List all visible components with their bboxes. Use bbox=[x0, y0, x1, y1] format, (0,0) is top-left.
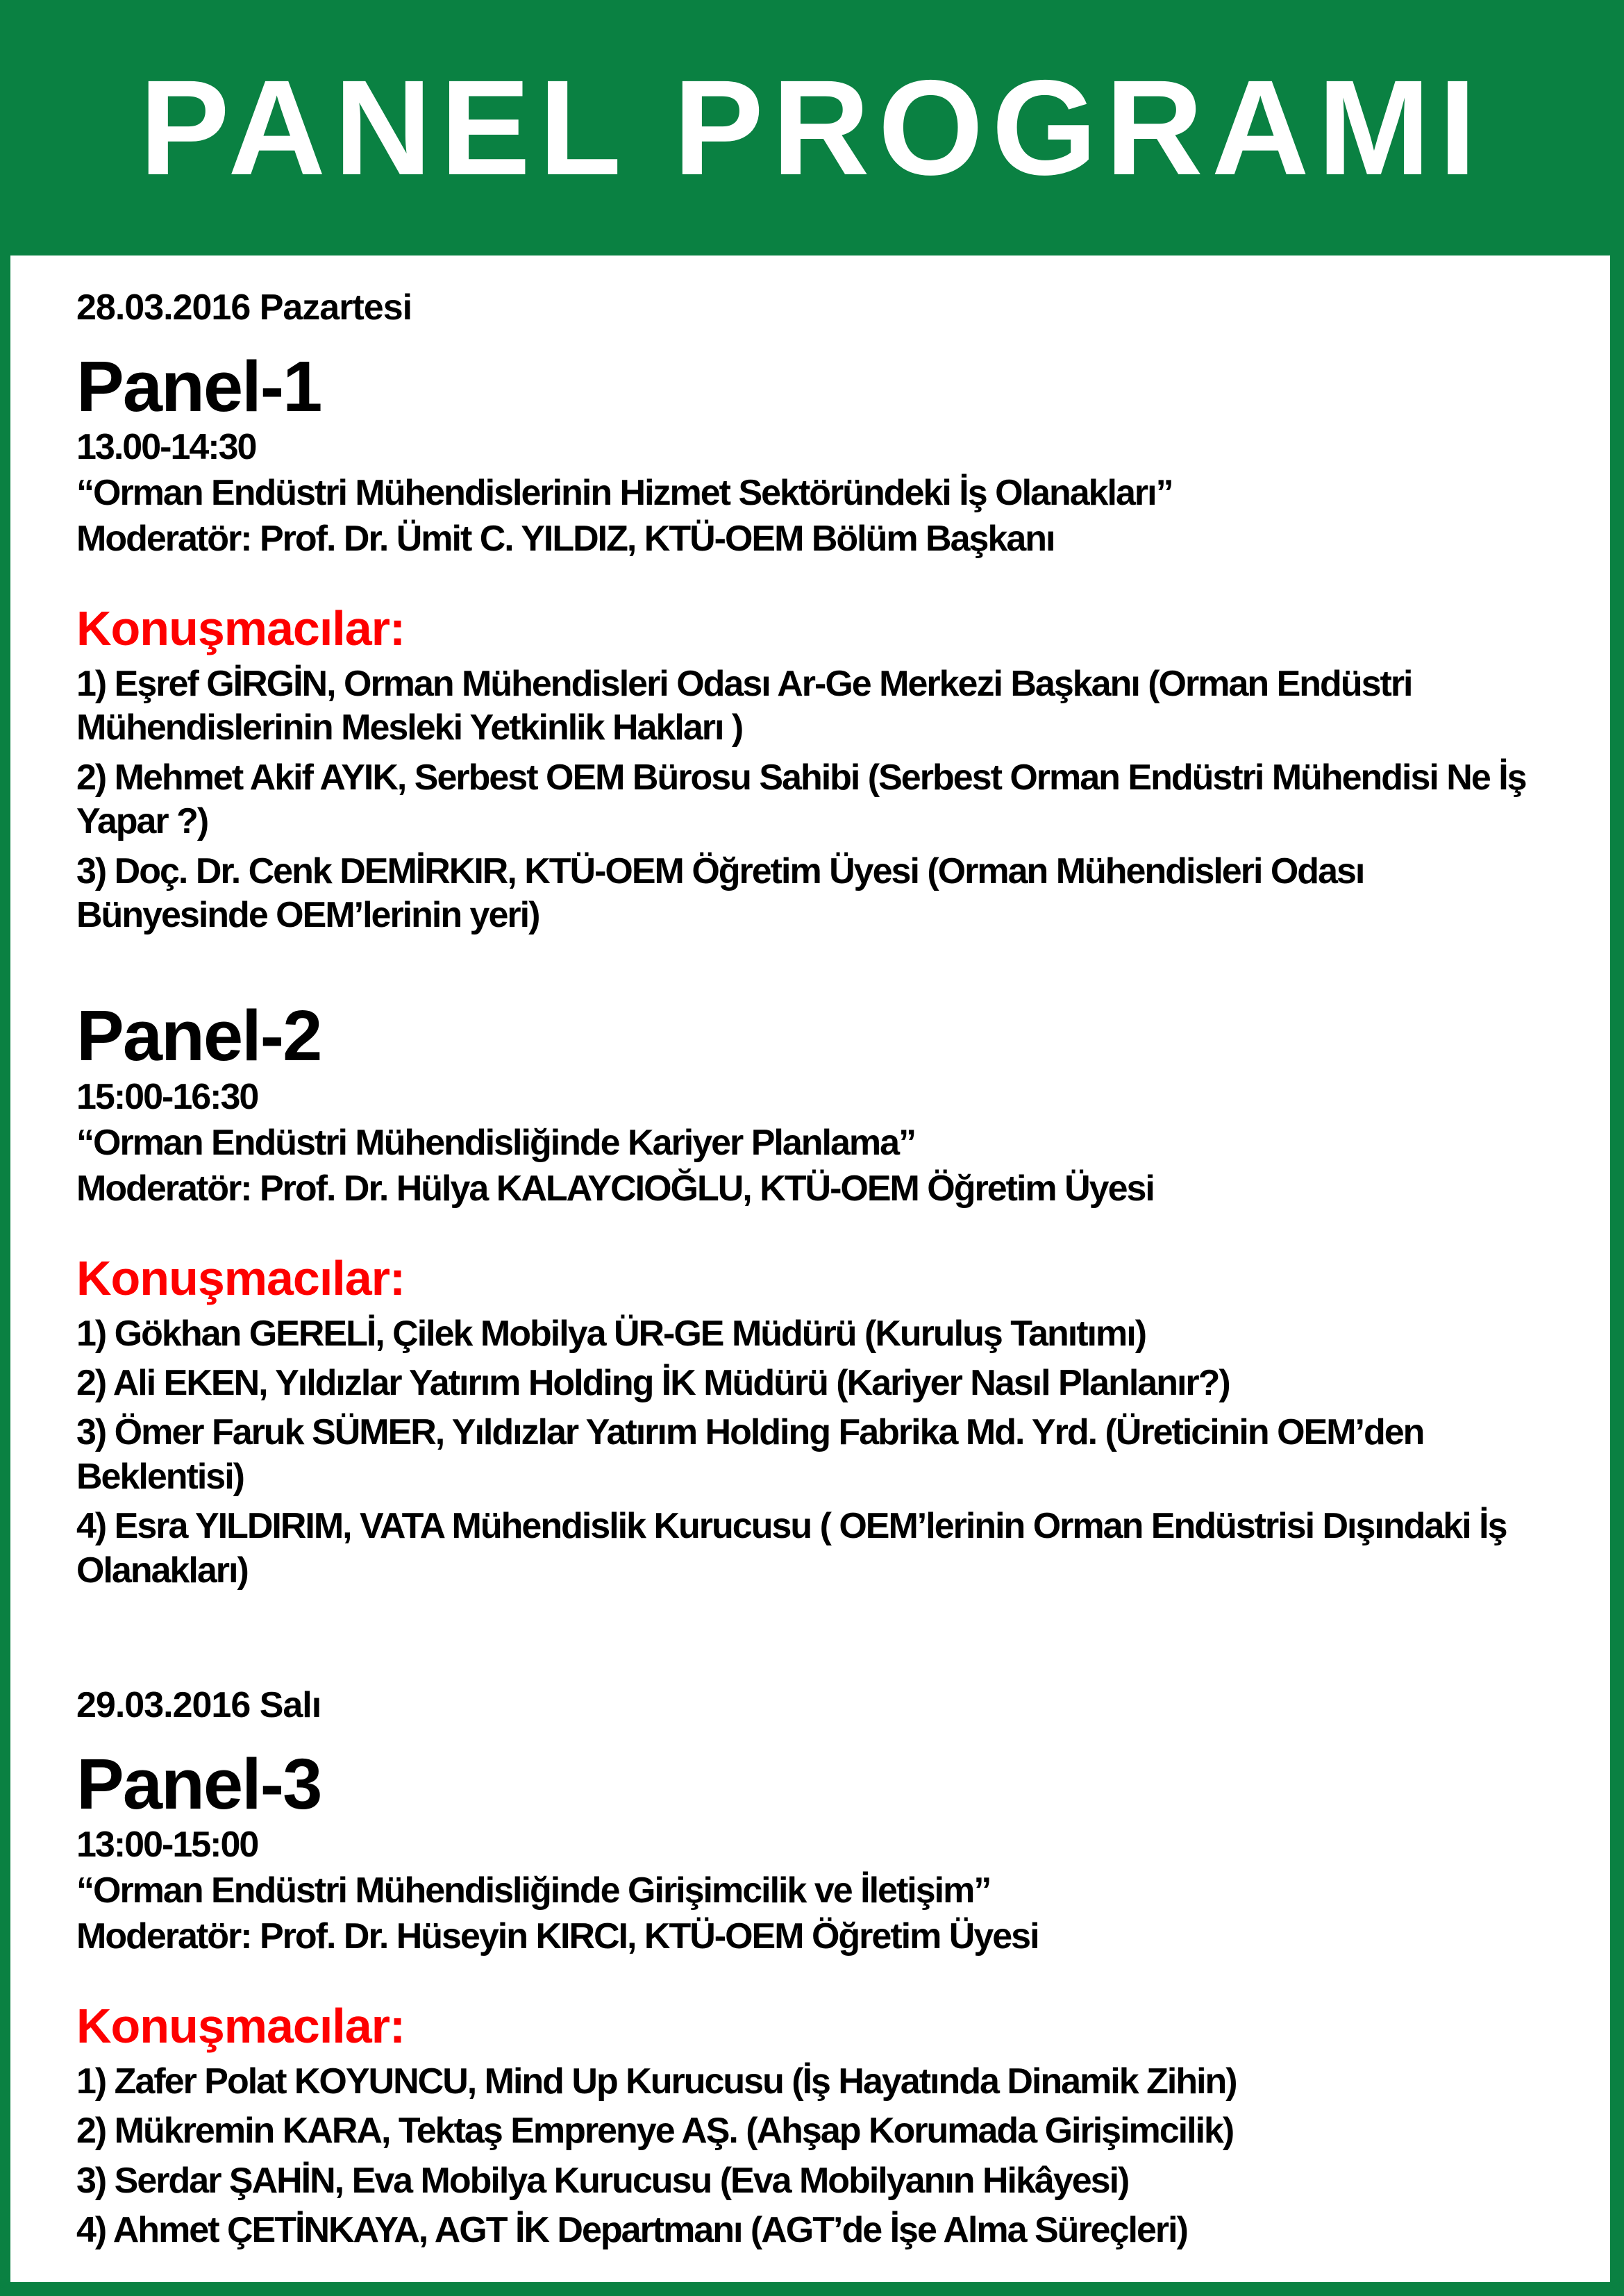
panel-time: 13.00-14:30 bbox=[76, 426, 256, 467]
panel-section-2 bbox=[76, 998, 1551, 1593]
speaker-item: 4) Esra YILDIRIM, VATA Mühendislik Kurucusu ( OEM’lerinin Orman Endüstrisi Dışındaki İş Olanakları) bbox=[76, 1506, 1507, 1591]
speaker-item: 2) Mehmet Akif AYIK, Serbest OEM Bürosu Sahibi (Serbest Orman Endüstri Mühendisi Ne İş Yapar ?) bbox=[76, 757, 1526, 842]
speaker-item: 3) Doç. Dr. Cenk DEMİRKIR, KTÜ-OEM Öğretim Üyesi (Orman Mühendisleri Odası Bünyesinde OEM’lerinin yeri) bbox=[76, 850, 1364, 935]
speaker-item: 3) Serdar ŞAHİN, Eva Mobilya Kurucusu (Eva Mobilyanın Hikâyesi) bbox=[76, 2160, 1129, 2201]
panel-section-1 bbox=[76, 346, 1551, 938]
speakers-heading: Konuşmacılar: bbox=[76, 1998, 405, 2053]
day-date: 29.03.2016 Salı bbox=[76, 1685, 321, 1726]
panel-topic: “Orman Endüstri Mühendislerinin Hizmet Sektöründeki İş Olanakları” bbox=[76, 472, 1173, 513]
panel-name: Panel-2 bbox=[76, 996, 321, 1076]
panel-time: 13:00-15:00 bbox=[76, 1824, 258, 1865]
panel-name: Panel-1 bbox=[76, 346, 321, 426]
panel-topic: “Orman Endüstri Mühendisliğinde Girişimcilik ve İletişim” bbox=[76, 1870, 991, 1911]
panel-name: Panel-3 bbox=[76, 1743, 321, 1824]
panel-time: 15:00-16:30 bbox=[76, 1076, 258, 1117]
speaker-item: 3) Ömer Faruk SÜMER, Yıldızlar Yatırım Holding Fabrika Md. Yrd. (Üreticinin OEM’den Beklentisi) bbox=[76, 1412, 1424, 1497]
panel-moderator: Moderatör: Prof. Dr. Hülya KALAYCIOĞLU, KTÜ-OEM Öğretim Üyesi bbox=[76, 1168, 1154, 1209]
speaker-item: 4) Ahmet ÇETİNKAYA, AGT İK Departmanı (AGT’de İşe Alma Süreçleri) bbox=[76, 2210, 1187, 2251]
poster-title: PANEL PROGRAMI bbox=[139, 51, 1485, 203]
speakers-heading: Konuşmacılar: bbox=[76, 1250, 405, 1305]
panel-moderator: Moderatör: Prof. Dr. Hüseyin KIRCI, KTÜ-OEM Öğretim Üyesi bbox=[76, 1916, 1039, 1956]
program-content bbox=[10, 255, 1610, 2282]
panel-section-3 bbox=[76, 1743, 1551, 2253]
speaker-item: 2) Mükremin KARA, Tektaş Emprenye AŞ. (Ahşap Korumada Girişimcilik) bbox=[76, 2111, 1234, 2152]
day-date: 28.03.2016 Pazartesi bbox=[76, 287, 412, 328]
speaker-item: 1) Gökhan GERELİ, Çilek Mobilya ÜR-GE Müdürü (Kuruluş Tanıtımı) bbox=[76, 1313, 1146, 1354]
panel-moderator: Moderatör: Prof. Dr. Ümit C. YILDIZ, KTÜ-OEM Bölüm Başkanı bbox=[76, 518, 1055, 559]
speakers-heading: Konuşmacılar: bbox=[76, 601, 405, 655]
panel-topic: “Orman Endüstri Mühendisliğinde Kariyer Planlama” bbox=[76, 1122, 916, 1163]
poster-header bbox=[0, 0, 1624, 255]
speaker-item: 1) Zafer Polat KOYUNCU, Mind Up Kurucusu (İş Hayatında Dinamik Zihin) bbox=[76, 2061, 1237, 2102]
speaker-item: 1) Eşref GİRGİN, Orman Mühendisleri Odası Ar-Ge Merkezi Başkanı (Orman Endüstri Mühendislerinin Mesleki Yetkinlik Hakları ) bbox=[76, 663, 1412, 748]
speaker-item: 2) Ali EKEN, Yıldızlar Yatırım Holding İK Müdürü (Kariyer Nasıl Planlanır?) bbox=[76, 1363, 1230, 1404]
